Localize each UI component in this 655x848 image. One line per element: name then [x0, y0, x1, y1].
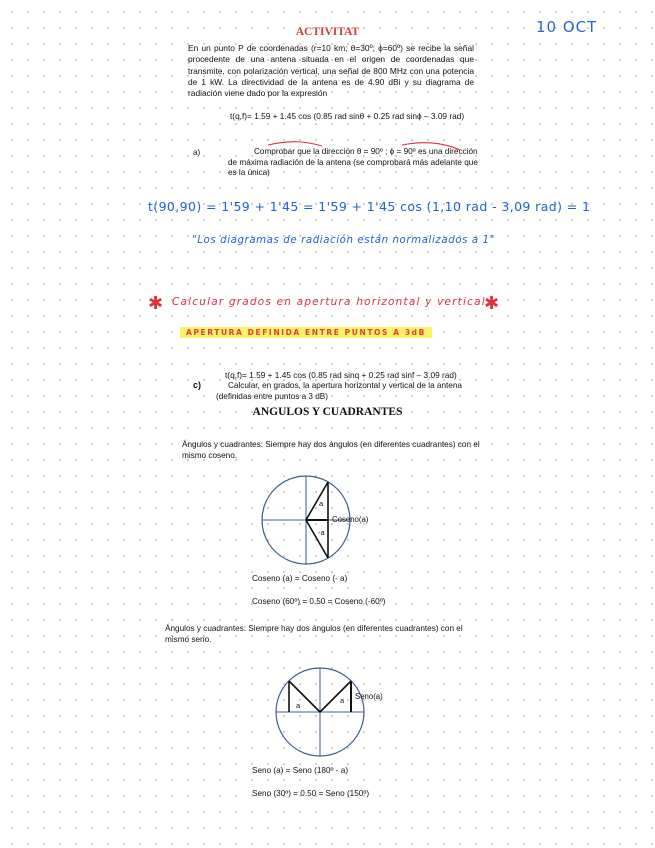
section-a-text: Comprobar que la dirección θ = 90º ; ϕ = 90º es una dirección de máxima radiación de la antena (se comprobará más adelante que es la única) — [228, 147, 478, 178]
cosine-radius-neg — [306, 520, 328, 558]
radiation-formula-repeat: t(q,f)= 1.59 + 1.45 cos (0.85 rad sinq + 0.25 rad sinf – 3.09 rad) — [225, 370, 457, 380]
sin-label-right: a — [340, 696, 345, 705]
asterisk-left-icon: ✱ — [148, 293, 164, 314]
cosine-radius-pos — [306, 482, 328, 520]
sine-diagram — [276, 668, 364, 756]
sine-equation-2: Seno (30º) = 0.50 = Seno (150º) — [252, 789, 370, 798]
handwritten-task: Calcular grados en apertura horizontal y vertical — [172, 296, 486, 308]
cos-label-a: a — [319, 499, 324, 508]
sine-radius-left — [289, 681, 320, 712]
red-underline-1 — [268, 142, 322, 146]
sine-radius-right — [320, 681, 351, 712]
section-a-marker: a) — [193, 148, 201, 157]
asterisk-right-icon: ✱ — [484, 293, 500, 314]
section-c-marker: c) — [193, 380, 202, 390]
cos-label-neg-a: -a — [318, 528, 325, 537]
red-underline-2 — [402, 143, 460, 150]
handwritten-equation: t(90,90) = 1'59 + 1'45 = 1'59 + 1'45 cos (1,10 rad - 3,09 rad) = 1 — [148, 199, 591, 214]
handwritten-note: "Los diagramas de radiación están normalizados a 1" — [192, 235, 495, 246]
highlighted-note: APERTURA DEFINIDA ENTRE PUNTOS A 3dB — [180, 327, 432, 338]
handwritten-date: 10 OCT — [536, 18, 598, 36]
cosine-equation-1: Coseno (a) = Coseno (- a) — [252, 574, 348, 583]
sine-intro: Ángulos y cuadrantes: Siempre hay dos ángulos (en diferentes cuadrantes) con el mismo seno. — [165, 624, 463, 644]
sin-label-left: a — [296, 701, 301, 710]
cosine-intro: Ángulos y cuadrantes: Siempre hay dos ángulos (en diferentes cuadrantes) con el mismo coseno. — [182, 440, 480, 460]
section-c-text: Calcular, en grados, la apertura horizontal y vertical de la antena (definidas entre puntos a 3 dB) — [216, 381, 462, 401]
document-title: ACTIVITAT — [295, 26, 360, 38]
cos-axis-label: Coseno(a) — [332, 515, 369, 524]
radiation-formula: t(q,f)= 1.59 + 1.45 cos (0.85 rad sinθ + 0.25 rad sinϕ – 3.09 rad) — [230, 111, 465, 121]
sine-equation-1: Seno (a) = Seno (180º - a) — [252, 766, 349, 775]
cosine-equation-2: Coseno (60º) = 0.50 = Coseno (-60º) — [252, 597, 386, 606]
angles-heading: ANGULOS Y CUADRANTES — [252, 406, 403, 418]
problem-statement: En un punto P de coordenadas (r=10 km; θ=30º; ϕ=60º) se recibe la señal procedente de una antena situada en el origen de coordenadas que transmite, con polarización vertical, una señal de 800 MHz con una potencia de 1 kW. La directividad de la antena es de 4.90 dBi y su diagrama de radiación viene dado por la expresión — [188, 43, 474, 99]
sin-axis-label: Seno(a) — [355, 692, 383, 701]
